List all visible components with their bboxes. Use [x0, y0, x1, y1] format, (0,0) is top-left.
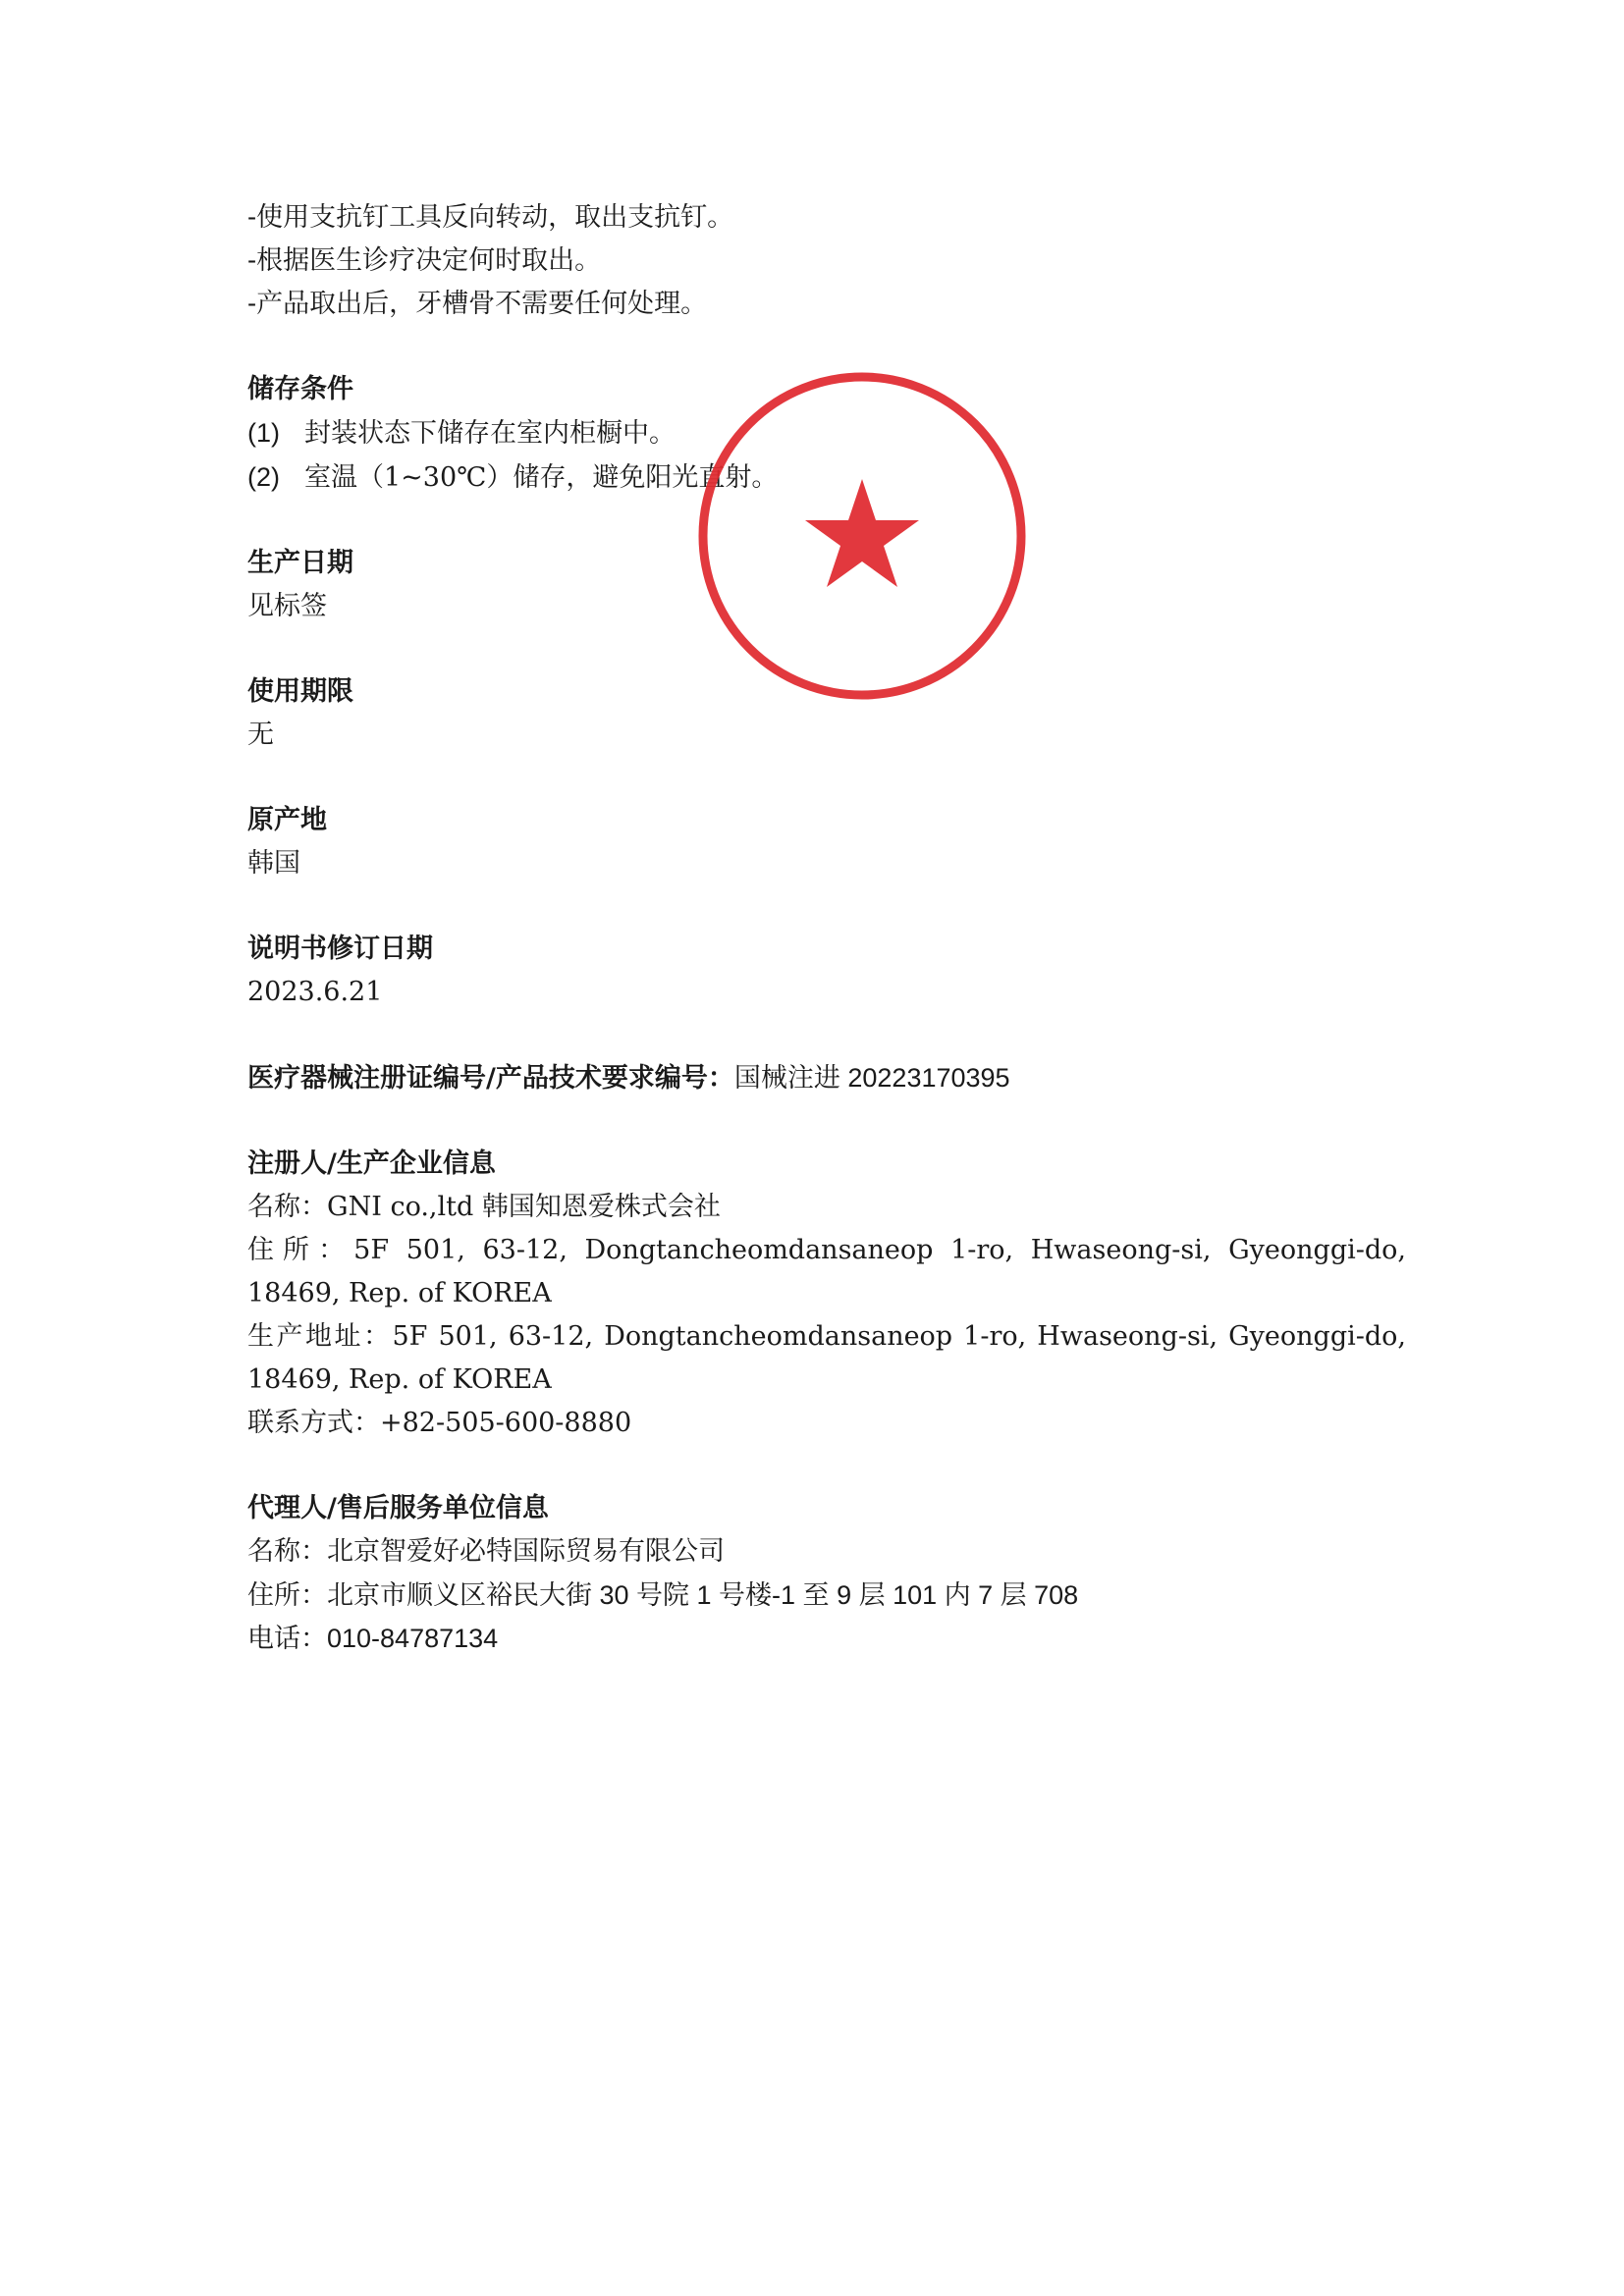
agent-name: 名称：北京智爱好必特国际贸易有限公司 [247, 1536, 725, 1567]
origin-heading: 原产地 [247, 805, 327, 835]
company-seal-stamp [695, 369, 1029, 703]
storage-item-number: (2) [247, 462, 280, 492]
registration-value: 国械注进 20223170395 [733, 1063, 1010, 1093]
instruction-line: -根据医生诊疗决定何时取出。 [247, 245, 602, 276]
manufacturer-contact: 联系方式：+82-505-600-8880 [247, 1408, 632, 1438]
agent-phone: 电话：010-84787134 [247, 1624, 499, 1653]
storage-heading: 储存条件 [247, 374, 353, 404]
revision-date-value: 2023.6.21 [247, 977, 383, 1007]
agent-address: 住所：北京市顺义区裕民大街 30 号院 1 号楼-1 至 9 层 101 内 7 层 708 [247, 1580, 1079, 1610]
manufacturer-production-address: 生产地址：5F 501, 63-12, Dongtancheomdansaneop 1-ro, Hwaseong-si, Gyeonggi-do, 18469, Rep. of KOREA [247, 1321, 1406, 1395]
star-icon [805, 479, 919, 587]
instruction-line: -产品取出后，牙槽骨不需要任何处理。 [247, 289, 708, 319]
manufacturer-name: 名称：GNI co.,ltd 韩国知恩爱株式会社 [247, 1192, 721, 1222]
agent-heading: 代理人/售后服务单位信息 [247, 1493, 549, 1523]
storage-item-text: 封装状态下储存在室内柜橱中。 [304, 418, 676, 449]
storage-item-number: (1) [247, 418, 280, 448]
manufacturer-heading: 注册人/生产企业信息 [247, 1148, 496, 1179]
expiry-heading: 使用期限 [247, 676, 353, 707]
origin-value: 韩国 [247, 848, 300, 879]
registration-number [247, 1056, 1406, 1100]
storage-item-text: 室温（1~30℃）储存，避免阳光直射。 [304, 462, 779, 493]
registration-label: 医疗器械注册证编号/产品技术要求编号： [247, 1063, 734, 1094]
production-date-heading: 生产日期 [247, 548, 353, 578]
production-date-value: 见标签 [247, 591, 327, 621]
expiry-value: 无 [247, 720, 274, 750]
manufacturer-address: 住所：5F 501, 63-12, Dongtancheomdansaneop 1-ro, Hwaseong-si, Gyeonggi-do, 18469, Rep. of KOREA [247, 1235, 1406, 1308]
revision-date-heading: 说明书修订日期 [247, 934, 433, 964]
instruction-line: -使用支抗钉工具反向转动，取出支抗钉。 [247, 202, 734, 233]
